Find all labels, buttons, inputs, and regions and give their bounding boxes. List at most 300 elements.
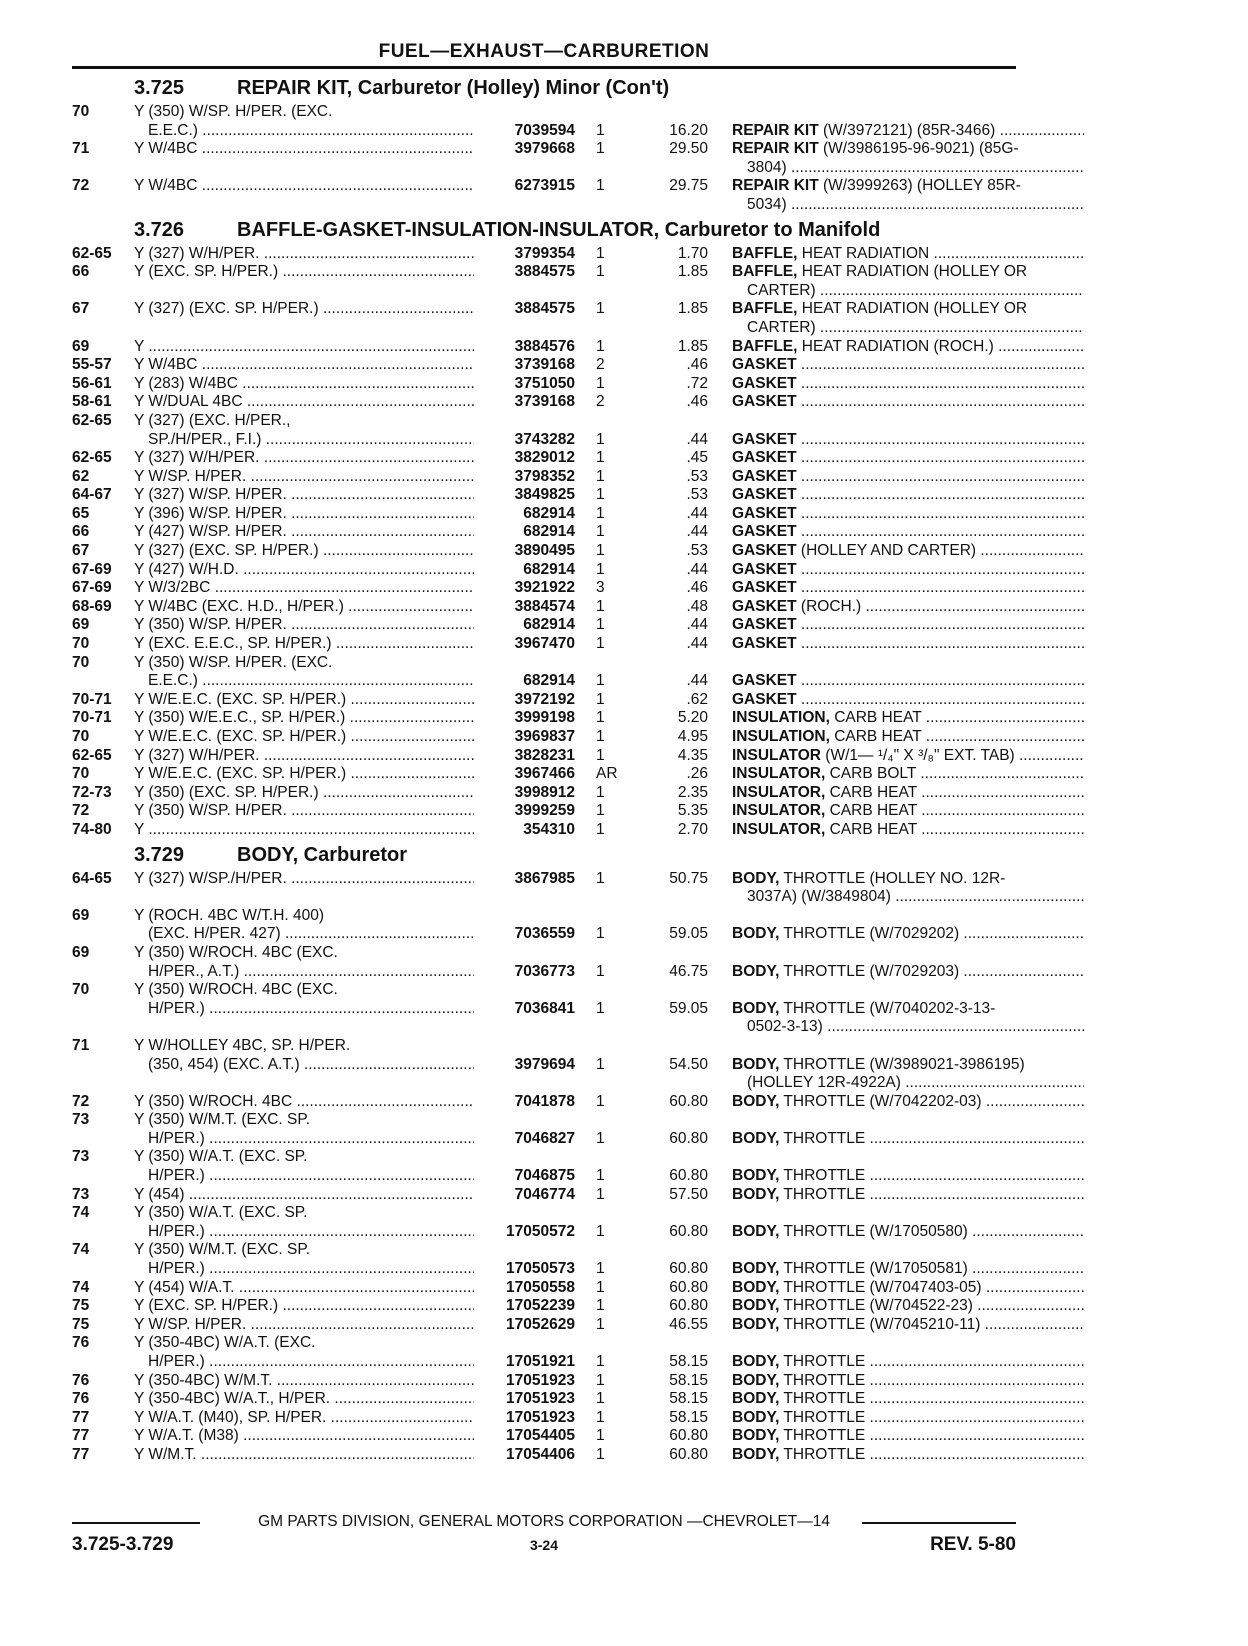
part-row [72,561,1016,580]
description-text: Y W/4BC [134,140,198,158]
part-name [747,1018,1084,1037]
description-text: Y W/E.E.C. (EXC. SP. H/PER.) [134,765,347,783]
part-row [72,1037,1016,1056]
part-row [72,1260,1016,1279]
part-name-bold: BODY, [732,1297,780,1315]
quantity: 1 [596,1167,605,1185]
model-year: 73 [72,1148,90,1166]
page-header: FUEL—EXHAUST—CARBURETION [378,41,710,62]
price: .44 [686,523,708,541]
part-row [72,140,1019,159]
description-text: Y W/SP. H/PER. [134,1315,247,1333]
part-name-bold: BODY, [732,999,780,1017]
model-year: 70-71 [72,709,112,727]
quantity: 1 [596,337,605,355]
part-name-detail: THROTTLE [783,1390,866,1408]
part-name-detail: THROTTLE (W/704522-23) [783,1297,973,1315]
part-number: 7036841 [514,999,575,1017]
price: 60.80 [669,1167,708,1185]
model-year: 55-57 [72,356,112,374]
section-heading [72,840,1016,870]
part-name-bold: INSULATOR, [732,765,826,783]
part-row [72,821,1016,840]
quantity: 1 [596,597,605,615]
footer-page-number: 3-24 [529,1537,559,1553]
application-description [134,103,474,122]
quantity: 1 [596,999,605,1017]
part-row [72,542,1016,561]
part-name [732,263,1084,282]
model-year: 74 [72,1204,90,1222]
price: 4.95 [677,728,708,745]
part-name [732,598,1084,617]
quantity: 1 [596,925,605,943]
part-name [732,523,1084,542]
part-row [72,802,1016,821]
description-text: Y (350-4BC) W/A.T., H/PER. [134,1390,331,1408]
part-name [732,616,1084,635]
part-name [732,635,1084,654]
part-row [72,1111,1016,1130]
part-name [747,319,1084,338]
part-row [72,981,1016,1000]
description-text: Y (350) W/ROCH. 4BC (EXC. [134,943,338,961]
description-text: Y (454) [134,1185,185,1203]
application-description [134,907,474,926]
catalog-page [72,40,1028,1465]
application-description [134,1241,474,1260]
part-name-detail: CARTER) [747,281,816,299]
part-number: 3999259 [514,802,575,820]
part-name [747,282,1084,301]
price: 2.70 [677,820,708,838]
section-number: 3.729 [134,843,185,866]
model-year: 70 [72,653,90,671]
part-name [732,140,1084,159]
part-name-detail: THROTTLE (W/7042202-03) [783,1092,982,1110]
price: 5.35 [677,802,708,820]
quantity: 1 [596,1427,605,1445]
part-name-detail: (W/3986195-96-9021) (85G- [823,140,1019,158]
model-year: 73 [72,1185,90,1203]
part-number: 17051923 [506,1390,575,1408]
part-number: 3890495 [514,542,575,560]
description-text: Y (ROCH. 4BC W/T.H. 400) [134,906,325,924]
part-row [72,944,1016,963]
part-row [72,1372,1016,1391]
description-text: Y W/E.E.C. (EXC. SP. H/PER.) [134,690,347,708]
model-year: 70 [72,981,90,999]
part-row [72,300,1028,319]
part-name [732,122,1084,141]
price: 5.20 [677,709,708,727]
part-number: 3967470 [514,635,575,653]
description-text: Y (350) W/A.T. (EXC. SP. [134,1204,308,1222]
part-name [732,925,1084,944]
part-name-detail: 0502-3-13) [747,1018,823,1036]
model-year: 64-67 [72,486,112,504]
part-row [72,784,1016,803]
part-name [747,159,1084,178]
description-text: Y (327) W/H/PER. [134,244,260,262]
quantity: 1 [596,1185,605,1203]
part-name-detail: (W/1— ¹/₄" X ³/₈" EXT. TAB) [825,746,1015,764]
model-year: 58-61 [72,393,112,411]
quantity: 1 [596,140,605,158]
part-number: 682914 [523,616,575,634]
description-text: H/PER.) [148,1260,205,1278]
quantity: 1 [596,1129,605,1147]
price: 46.55 [669,1315,708,1333]
part-row [72,1223,1016,1242]
part-name-bold: GASKET [732,374,797,392]
part-number: 3739168 [514,356,575,374]
description-text: H/PER.) [148,1129,205,1147]
quantity: 1 [596,1408,605,1426]
description-text: Y W/4BC (EXC. H.D., H/PER.) [134,597,344,615]
part-number: 17054405 [506,1427,575,1445]
part-name-bold: GASKET [732,616,797,634]
description-text: Y (396) W/SP. H/PER. [134,504,287,522]
part-row [72,196,1016,215]
part-row [72,1390,1016,1409]
part-number: 3998912 [514,783,575,801]
part-number: 3969837 [514,728,575,745]
part-name [732,1446,1084,1465]
part-name-detail: HEAT RADIATION (HOLLEY OR [801,263,1028,281]
model-year: 74-80 [72,820,112,838]
application-description [134,1037,474,1056]
part-row [72,963,1016,982]
price: .46 [686,393,708,411]
part-name [732,1390,1084,1409]
quantity: 2 [596,356,605,374]
description-text: Y [134,820,145,838]
price: 29.50 [669,140,708,158]
part-row [72,728,1016,747]
part-name-detail: THROTTLE [783,1167,866,1185]
part-name-bold: BODY, [732,1445,780,1463]
part-name-detail: CARB HEAT [834,709,922,727]
part-name [747,888,1084,907]
model-year: 70-71 [72,690,112,708]
part-number: 7036559 [514,925,575,943]
description-text: Y W/M.T. [134,1445,197,1463]
part-name-detail: HEAT RADIATION [801,244,930,262]
section-heading [72,73,1016,103]
price: .44 [686,672,708,690]
part-name-bold: BODY, [732,1260,780,1278]
price: 50.75 [669,869,708,887]
part-name-detail: HEAT RADIATION (ROCH.) [801,337,994,355]
part-row [72,1204,1016,1223]
part-row [72,1167,1016,1186]
description-text: Y (EXC. E.E.C., SP. H/PER.) [134,635,332,653]
description-text: Y W/E.E.C. (EXC. SP. H/PER.) [134,728,347,745]
model-year: 77 [72,1427,90,1445]
model-year: 62-65 [72,746,112,764]
part-name-bold: GASKET [732,560,797,578]
description-text: Y (350) W/M.T. (EXC. SP. [134,1111,311,1129]
part-row [72,1353,1016,1372]
price: .44 [686,504,708,522]
part-row [72,375,1016,394]
quantity: 1 [596,244,605,262]
model-year: 75 [72,1297,90,1315]
part-name [732,1000,1084,1019]
part-name-bold: BAFFLE, [732,337,798,355]
price: .72 [686,374,708,392]
quantity: 1 [596,672,605,690]
model-year: 68-69 [72,597,112,615]
description-text: Y W/A.T. (M38) [134,1427,239,1445]
model-year: 73 [72,1111,90,1129]
model-year: 72 [72,177,90,195]
part-row [72,635,1016,654]
quantity: 1 [596,709,605,727]
price: .26 [686,765,708,783]
price: 16.20 [669,121,708,139]
part-row [72,1334,1016,1353]
part-name [732,300,1084,319]
part-row [72,122,1016,141]
part-name [732,486,1084,505]
part-name [732,542,1084,561]
part-name-bold: REPAIR KIT [732,177,819,195]
price: .53 [686,486,708,504]
description-text: H/PER.) [148,1222,205,1240]
part-row [72,907,1016,926]
description-text: Y (427) W/H.D. [134,560,239,578]
part-name-bold: BODY, [732,1185,780,1203]
part-name-detail: THROTTLE [783,1371,866,1389]
part-name-bold: INSULATION, [732,728,830,745]
part-name-bold: GASKET [732,467,797,485]
part-name-bold: GASKET [732,579,797,597]
section-number: 3.725 [134,77,185,99]
part-number: 17051923 [506,1371,575,1389]
description-text: E.E.C.) [148,672,198,690]
price: 58.15 [669,1390,708,1408]
part-number: 17050573 [506,1260,575,1278]
part-name-detail: THROTTLE (W/7029203) [783,962,960,980]
model-year: 62-65 [72,244,112,262]
description-text: Y W/3/2BC [134,579,211,597]
part-number: 3829012 [514,449,575,467]
part-name [747,196,1084,215]
part-number: 3884575 [514,263,575,281]
part-name-bold: BODY, [732,1092,780,1110]
part-row [72,505,1016,524]
quantity: 1 [596,504,605,522]
quantity: 1 [596,783,605,801]
model-year: 62-65 [72,411,112,429]
description-text: Y (350) W/SP. H/PER. (EXC. [134,103,333,120]
quantity: 3 [596,579,605,597]
part-row [72,245,1016,264]
part-number: 7036773 [514,962,575,980]
part-name-bold: BODY, [732,1371,780,1389]
price: 60.80 [669,1222,708,1240]
part-name [732,1353,1084,1372]
part-name [732,1372,1084,1391]
part-name [732,802,1084,821]
model-year: 56-61 [72,374,112,392]
footer-publisher: GM PARTS DIVISION, GENERAL MOTORS CORPORATION —CHEVROLET—14 [258,1513,830,1530]
part-name [732,393,1084,412]
application-description [134,1111,474,1130]
part-row [72,282,1016,301]
model-year: 66 [72,263,90,281]
quantity: 1 [596,467,605,485]
part-name [732,1297,1084,1316]
price: 1.85 [677,300,708,318]
description-text: Y (EXC. SP. H/PER.) [134,1297,279,1315]
footer-revision: REV. 5-80 [930,1534,1016,1555]
part-number: 17050572 [506,1222,575,1240]
part-name-detail: THROTTLE (W/17050581) [783,1260,968,1278]
price: 2.35 [677,783,708,801]
part-number: 3979694 [514,1055,575,1073]
quantity: 1 [596,430,605,448]
part-row [72,338,1016,357]
part-name-detail: (W/3972121) (85R-3466) [823,121,996,139]
description-text: Y (327) (EXC. SP. H/PER.) [134,300,319,318]
part-number: 3798352 [514,467,575,485]
model-year: 72 [72,1092,90,1110]
part-name-bold: INSULATOR [732,746,821,764]
part-row [72,1093,1016,1112]
application-description [134,944,474,963]
part-name [732,1427,1084,1446]
price: .46 [686,579,708,597]
application-description [134,654,474,673]
section-title: BODY, Carburetor [237,843,408,866]
model-year: 70 [72,728,90,745]
part-name [732,579,1084,598]
description-text: Y (350) W/ROCH. 4BC (EXC. [134,981,338,999]
part-name [732,1279,1084,1298]
part-name-bold: GASKET [732,430,797,448]
sections-container [72,73,1028,1465]
description-text: Y (350) W/SP. H/PER. [134,802,287,820]
part-name [732,1260,1084,1279]
part-row [72,1427,1016,1446]
part-number: 7039594 [514,121,575,139]
page-footer [72,1512,1016,1572]
part-name-detail: THROTTLE (W/7045210-11) [783,1315,981,1333]
part-number: 3799354 [514,244,575,262]
description-text: Y (350) (EXC. SP. H/PER.) [134,783,319,801]
part-name [732,375,1084,394]
part-name [747,1074,1084,1093]
part-name-bold: BAFFLE, [732,263,798,281]
description-text: Y W/4BC [134,356,198,374]
part-name [732,784,1084,803]
quantity: 1 [596,635,605,653]
model-year: 72 [72,802,90,820]
part-row [72,1055,1025,1075]
description-text: Y W/A.T. (M40), SP. H/PER. [134,1408,327,1426]
part-name-bold: GASKET [732,393,797,411]
part-name [732,672,1084,691]
description-text: Y (350-4BC) W/M.T. [134,1371,273,1389]
model-year: 62 [72,467,90,485]
description-text: Y W/DUAL 4BC [134,393,243,411]
part-name [732,356,1084,375]
part-name [732,1093,1084,1112]
part-name-detail: THROTTLE (HOLLEY NO. 12R- [783,869,1006,887]
part-name-bold: BODY, [732,1278,780,1296]
description-text: H/PER., A.T.) [148,962,240,980]
part-row [72,1130,1016,1149]
part-name-bold: BODY, [732,1129,780,1147]
quantity: 1 [596,690,605,708]
part-number: 3867985 [514,869,575,887]
part-row [72,925,1016,944]
part-row [72,263,1028,282]
description-text: Y (350) W/SP. H/PER. (EXC. [134,653,333,671]
model-year: 70 [72,635,90,653]
part-name [732,1130,1084,1149]
price: 59.05 [669,999,708,1017]
part-name-bold: BODY, [732,1167,780,1185]
quantity: 1 [596,374,605,392]
part-number: 3979668 [514,140,575,158]
part-row [72,1000,1016,1019]
section-title: BAFFLE-GASKET-INSULATION-INSULATOR, Carburetor to Manifold [237,218,881,241]
footer-section-range: 3.725-3.729 [72,1534,174,1555]
model-year: 77 [72,1445,90,1463]
part-name-bold: BODY, [732,1353,780,1370]
part-name-detail: THROTTLE [783,1408,866,1426]
model-year: 74 [72,1278,90,1296]
price: 1.70 [677,244,708,262]
part-row [72,691,1016,710]
part-name-detail: THROTTLE [783,1353,866,1370]
part-row [72,1409,1016,1428]
part-name-bold: GASKET [732,690,797,708]
model-year: 74 [72,1241,90,1259]
part-name-detail: 5034) [747,195,787,213]
part-name [732,1186,1084,1205]
part-name-detail: (W/3999263) (HOLLEY 85R- [823,177,1021,195]
quantity: 1 [596,523,605,541]
part-name-bold: GASKET [732,504,797,522]
part-name-bold: GASKET [732,597,797,615]
part-name-bold: GASKET [732,449,797,467]
part-name [732,728,1084,747]
part-row [72,765,1016,784]
description-text: H/PER.) [148,999,205,1017]
description-text: Y W/HOLLEY 4BC, SP. H/PER. [134,1036,351,1054]
part-number: 3967466 [514,765,575,783]
part-name [732,245,1084,264]
part-row [72,393,1016,412]
application-description [134,1148,474,1167]
part-number: 17052629 [506,1315,575,1333]
model-year: 75 [72,1315,90,1333]
price: .44 [686,616,708,634]
description-text: Y (427) W/SP. H/PER. [134,523,287,541]
price: .48 [686,597,708,615]
part-number: 682914 [523,523,575,541]
part-name [732,1167,1084,1186]
part-number: 3884574 [514,597,575,615]
part-name-bold: INSULATOR, [732,820,826,838]
quantity: AR [596,765,618,783]
part-name [732,1223,1084,1242]
